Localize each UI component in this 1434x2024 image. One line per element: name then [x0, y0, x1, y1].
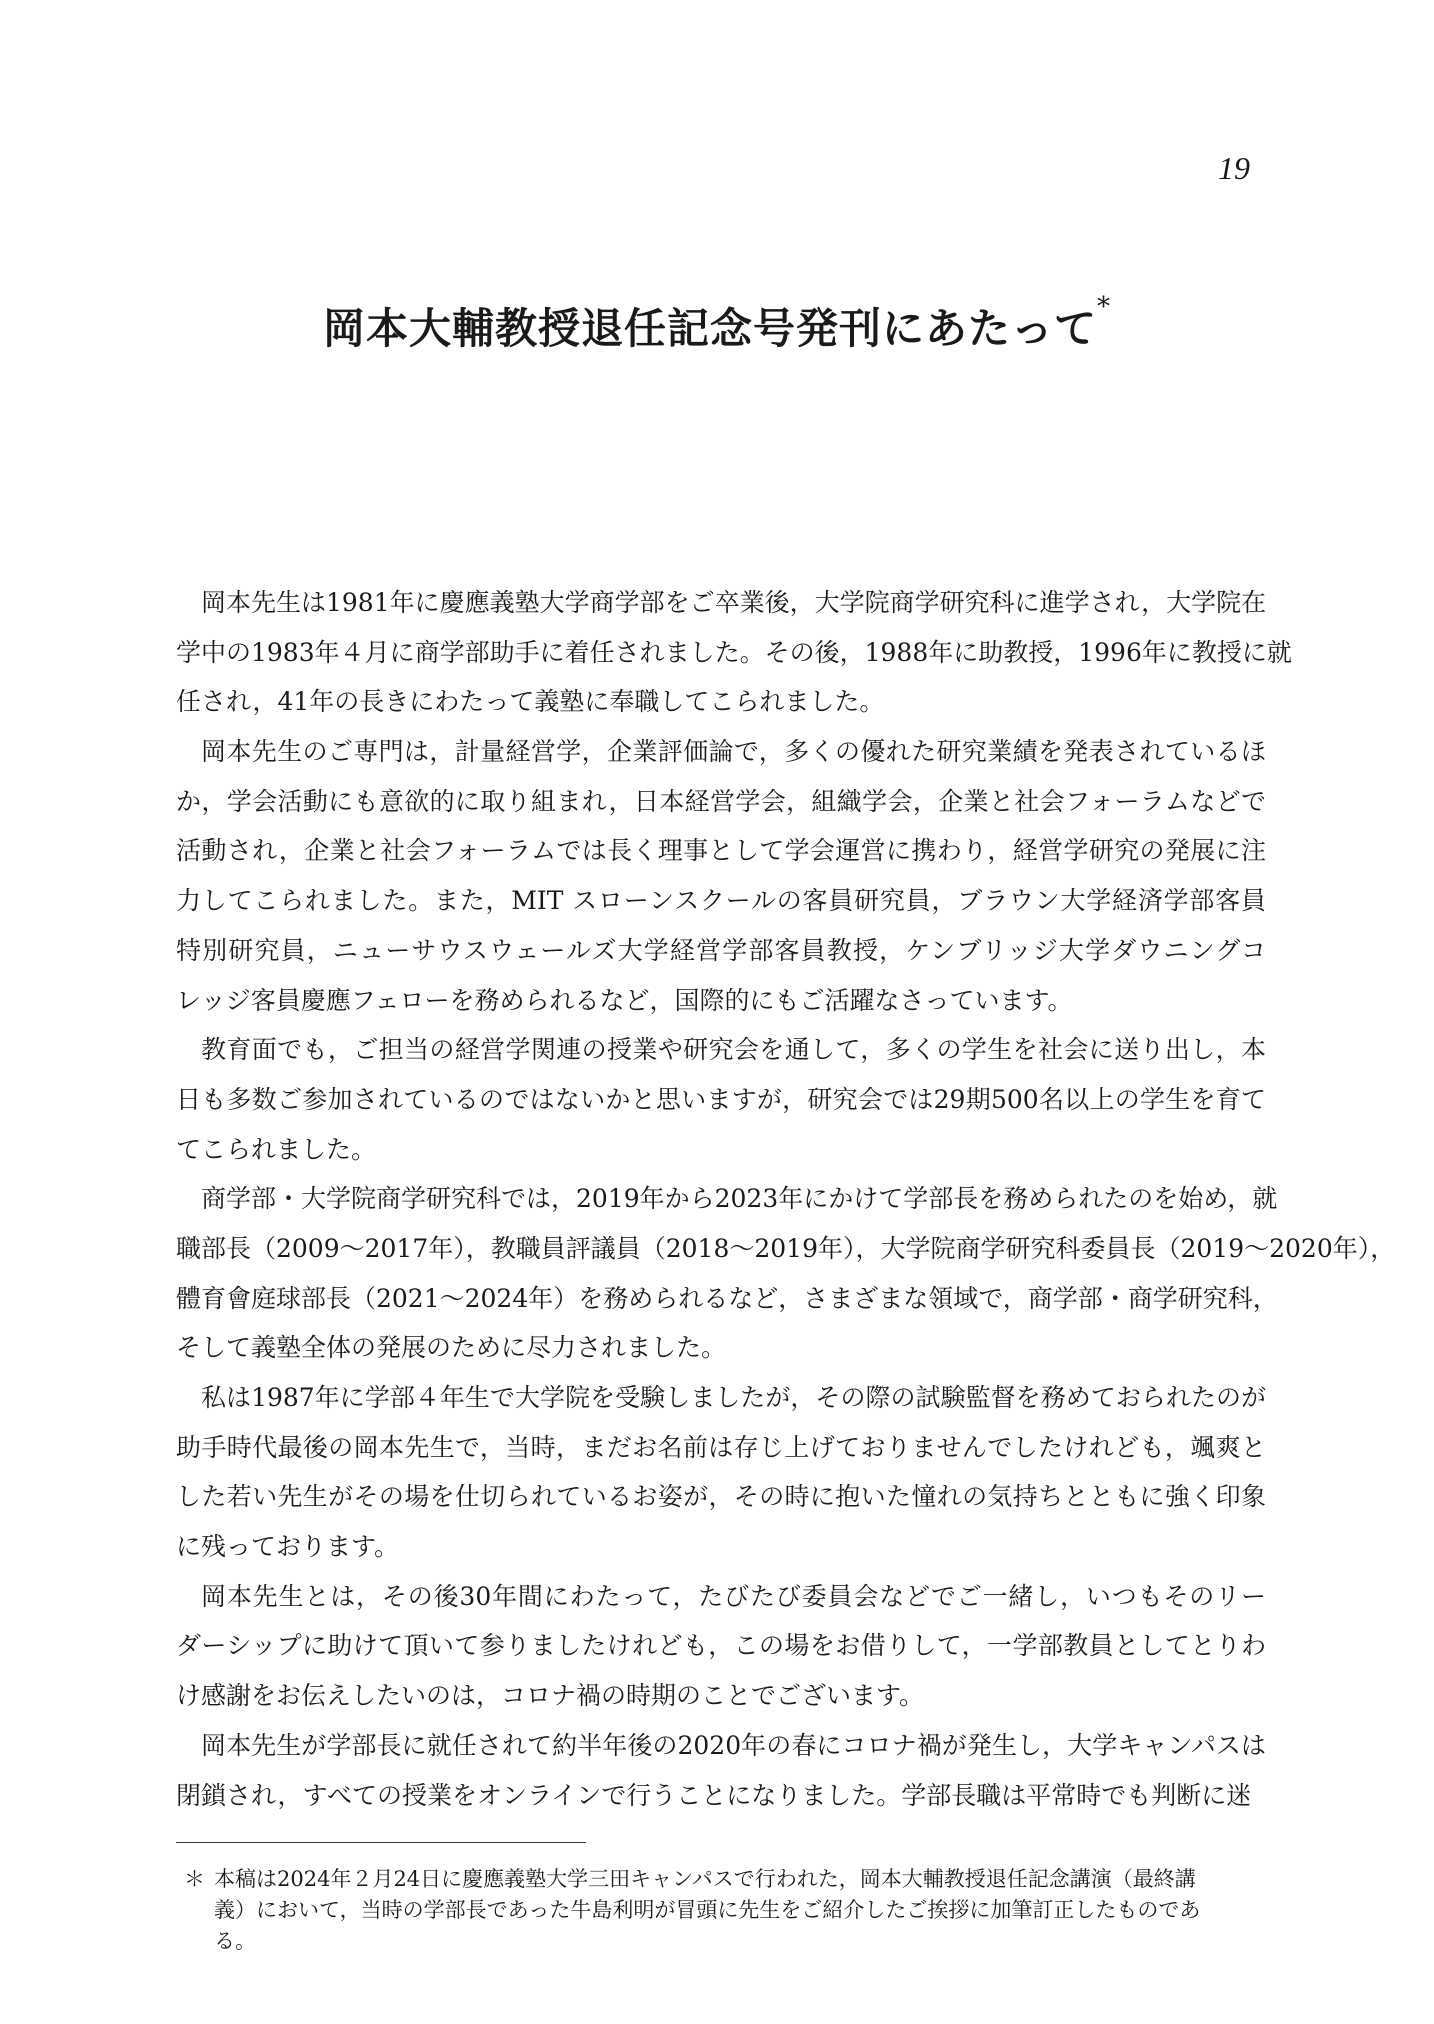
- paragraph-line: 助手時代最後の岡本先生で，当時，まだお名前は存じ上げておりませんでしたけれども，颯爽と: [176, 1432, 1266, 1462]
- paragraph-line: け感謝をお伝えしたいのは，コロナ禍の時期のことでございます。: [176, 1681, 925, 1711]
- paragraph-line: 閉鎖され，すべての授業をオンラインで行うことになりました。学部長職は平常時でも判断に迷: [176, 1780, 1252, 1810]
- paragraph-line: ダーシップに助けて頂いて参りましたけれども，この場をお借りして，一学部教員としてとりわ: [176, 1631, 1266, 1661]
- paragraph-line: か，学会活動にも意欲的に取り組まれ，日本経営学会，組織学会，企業と社会フォーラムなどで: [176, 786, 1266, 816]
- paragraph-line: 岡本先生は1981年に慶應義塾大学商学部をご卒業後，大学院商学研究科に進学され，大学院在: [201, 588, 1267, 617]
- paragraph: [176, 1373, 1266, 1572]
- paragraph-line: 日も多数ご参加されているのではないかと思いますが，研究会では29期500名以上の学生を育て: [176, 1084, 1266, 1114]
- article-body: [176, 578, 1396, 1820]
- title-footnote-mark: *: [1097, 292, 1111, 322]
- paragraph-line: 職部長（2009～2017年），教職員評議員（2018～2019年），大学院商学研究科委員長（2019～2020年），: [176, 1233, 1396, 1263]
- paragraph-line: 力してこられました。また，MIT スローンスクールの客員研究員，ブラウン大学経済学部客員: [176, 886, 1266, 916]
- paragraph-line: 任され，41年の長きにわたって義塾に奉職してこられました。: [176, 687, 885, 717]
- paragraph-line: 岡本先生が学部長に就任されて約半年後の2020年の春にコロナ禍が発生し，大学キャンパスは: [201, 1730, 1266, 1760]
- paragraph-line: 私は1987年に学部４年生で大学院を受験しましたが，その際の試験監督を務めておられたのが: [201, 1383, 1266, 1412]
- paragraph-line: 岡本先生のご専門は，計量経営学，企業評価論で，多くの優れた研究業績を発表されているほ: [201, 737, 1266, 767]
- paragraph-line: そして義塾全体の発展のために尽力されました。: [176, 1333, 727, 1363]
- paragraph-line: 活動され，企業と社会フォーラムでは長く理事として学会運営に携わり，経営学研究の発展に注: [176, 836, 1266, 866]
- page-number: 19: [1218, 150, 1250, 186]
- paragraph-line: 特別研究員，ニューサウスウェールズ大学経営学部客員教授，ケンブリッジ大学ダウニングコ: [176, 935, 1266, 965]
- paragraph: [176, 578, 1292, 727]
- footnote-text: 義）において，当時の学部長であった牛島利明が冒頭に先生をご紹介したご挨拶に加筆訂正したものであ: [214, 1898, 1201, 1923]
- paragraph: [176, 1572, 1266, 1721]
- paragraph-line: 学中の1983年４月に商学部助手に着任されました。その後，1988年に助教授，1996年に教授に就: [176, 637, 1292, 667]
- paragraph-line: した若い先生がその場を仕切られているお姿が，その時に抱いた憧れの気持ちとともに強く印象: [176, 1482, 1266, 1512]
- paragraph-line: てこられました。: [176, 1134, 377, 1164]
- paragraph-line: 體育會庭球部長（2021～2024年）を務められるなど，さまざまな領域で，商学部・商学研究科，: [176, 1283, 1278, 1313]
- footnote-line: [176, 1864, 1266, 1895]
- paragraph: [176, 1174, 1396, 1373]
- footnote-text: 本稿は2024年２月24日に慶應義塾大学三田キャンパスで行われた，岡本大輔教授退任記念講演（最終講: [214, 1867, 1196, 1892]
- footnote-divider: [176, 1842, 586, 1843]
- paragraph-line: に残っております。: [176, 1532, 400, 1562]
- footnote-text: る。: [214, 1929, 256, 1954]
- paragraph: [176, 1721, 1266, 1820]
- footnote: [176, 1864, 1266, 1957]
- paragraph-line: 教育面でも，ご担当の経営学関連の授業や研究会を通して，多くの学生を社会に送り出し，本: [201, 1035, 1266, 1065]
- paragraph-line: 商学部・大学院商学研究科では，2019年から2023年にかけて学部長を務められたのを始め，就: [201, 1184, 1278, 1214]
- paragraph-line: レッジ客員慶應フェローを務められるなど，国際的にもご活躍なさっています。: [176, 985, 1073, 1015]
- paragraph: [176, 1025, 1266, 1174]
- paragraph: [176, 727, 1266, 1025]
- paragraph-line: 岡本先生とは，その後30年間にわたって，たびたび委員会などでご一緒し，いつもそのリー: [201, 1581, 1266, 1611]
- title-text: 岡本大輔教授退任記念号発刊にあたって: [322, 304, 1097, 353]
- footnote-line: [176, 1895, 1266, 1926]
- footnote-mark: ＊: [184, 1867, 205, 1892]
- footnote-line: [176, 1926, 1266, 1957]
- page-title: [0, 292, 1434, 356]
